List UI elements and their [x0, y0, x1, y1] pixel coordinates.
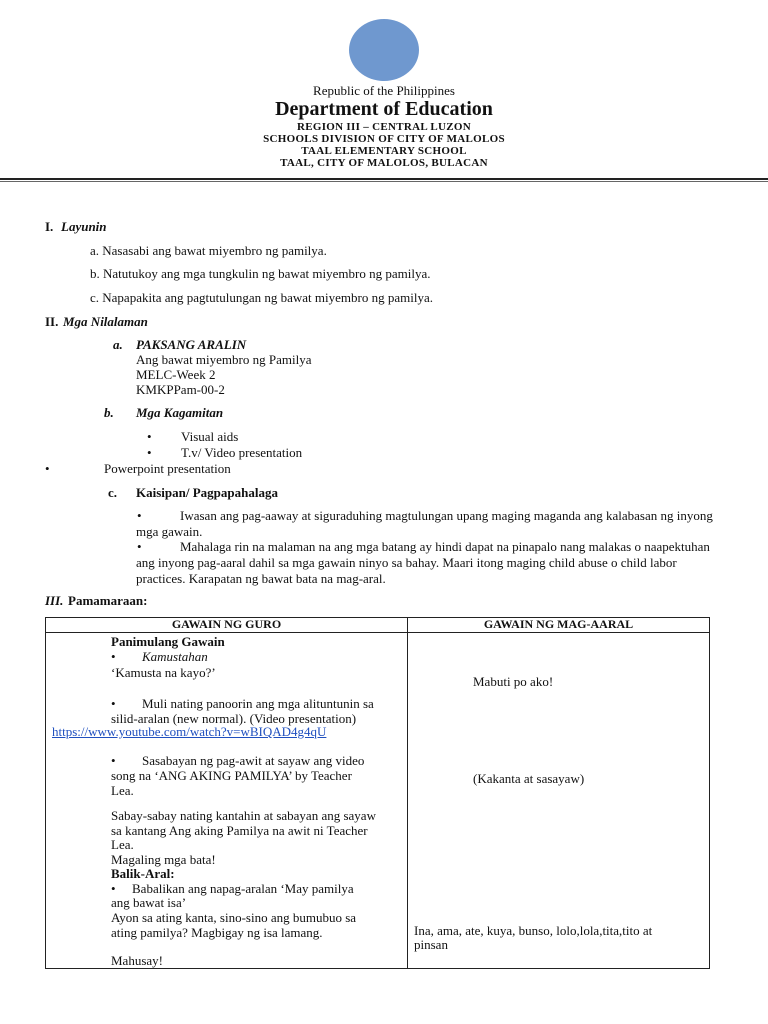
pupil-response: Mabuti po ako! — [473, 674, 554, 689]
teacher-line: ‘Kamusta na kayo?’ — [111, 665, 216, 680]
bullet-icon: • — [111, 649, 116, 664]
header-divider — [0, 178, 768, 180]
column-header-magaaral: GAWAIN NG MAG-AARAL — [408, 618, 710, 633]
section3-number: III. — [45, 593, 64, 608]
school-label: TAAL ELEMENTARY SCHOOL — [301, 145, 467, 157]
bullet-icon: • — [147, 445, 152, 460]
bullet-icon: • — [111, 753, 116, 768]
teacher-line: Ayon sa ating kanta, sino-sino ang bumubuo sa — [111, 910, 357, 925]
section1-number: I. — [45, 219, 54, 234]
teacher-line: Mahusay! — [111, 953, 163, 968]
teacher-line: song na ‘ANG AKING PAMILYA’ by Teacher — [111, 768, 352, 783]
balik-aral-heading: Balik-Aral: — [111, 866, 175, 881]
republic-label: Republic of the Philippines — [313, 83, 455, 98]
magaaral-cell — [408, 633, 710, 969]
paksa-line: Ang bawat miyembro ng Pamilya — [136, 352, 312, 367]
panimulang-gawain-heading: Panimulang Gawain — [111, 634, 225, 649]
material-item: T.v/ Video presentation — [181, 445, 303, 460]
address-label: TAAL, CITY OF MALOLOS, BULACAN — [280, 157, 488, 169]
header-divider-thin — [0, 181, 768, 182]
teacher-line: Sasabayan ng pag-awit at sayaw ang video — [142, 753, 365, 768]
material-item: Visual aids — [181, 429, 239, 444]
region-label: REGION III – CENTRAL LUZON — [296, 121, 472, 133]
section1-title: Layunin — [61, 219, 107, 234]
bullet-icon: • — [147, 429, 152, 444]
teacher-line: Sabay-sabay nating kantahin at sabayan ang sayaw — [111, 808, 376, 823]
bullet-icon: • — [111, 696, 116, 711]
teacher-line: Lea. — [111, 783, 134, 798]
teacher-line: ating pamilya? Magbigay ng isa lamang. — [111, 925, 323, 940]
guro-cell — [46, 633, 408, 969]
section2-number: II. — [45, 314, 59, 329]
bullet-icon: • — [137, 508, 142, 523]
subsection-c-label: c. — [108, 485, 118, 500]
youtube-video-link[interactable]: https://www.youtube.com/watch?v=wBIQAD4g4qU — [52, 724, 327, 739]
value-paragraph-1: Iwasan ang pag-aaway at siguraduhing magtulungan upang maging maganda ang kalabasan ng inyong mga gawain. — [136, 508, 713, 539]
code-line: KMKPPam-00-2 — [136, 382, 225, 397]
objective-a: a. Nasasabi ang bawat miyembro ng pamilya. — [90, 243, 327, 258]
pupil-response: pinsan — [414, 937, 448, 952]
teacher-line: Lea. — [111, 837, 134, 852]
bullet-icon: • — [111, 881, 116, 896]
paksang-aralin-title: PAKSANG ARALIN — [136, 337, 247, 352]
subsection-a-label: a. — [113, 337, 123, 352]
procedure-table — [45, 617, 710, 969]
subsection-b-label: b. — [104, 405, 114, 420]
pupil-response: Ina, ama, ate, kuya, bunso, lolo,lola,tita,tito at — [414, 923, 653, 938]
section3-title: Pamamaraan: — [68, 593, 148, 608]
deped-seal-icon — [349, 19, 419, 81]
bullet-icon: • — [137, 539, 142, 554]
kagamitan-title: Mga Kagamitan — [136, 405, 224, 420]
teacher-line: Magaling mga bata! — [111, 852, 216, 867]
kamustahan-label: Kamustahan — [142, 649, 208, 664]
division-label: SCHOOLS DIVISION OF CITY OF MALOLOS — [263, 133, 505, 145]
teacher-line: Muli nating panoorin ang mga alituntunin sa — [142, 696, 374, 711]
melc-line: MELC-Week 2 — [136, 367, 216, 382]
material-item: Powerpoint presentation — [104, 461, 231, 476]
objective-c: c. Napapakita ang pagtutulungan ng bawat miyembro ng pamilya. — [90, 290, 433, 305]
teacher-line: Babalikan ang napag-aralan ‘May pamilya — [132, 881, 354, 896]
department-title: Department of Education — [275, 98, 493, 120]
teacher-line: silid-aralan (new normal). (Video presentation) — [111, 711, 357, 726]
pupil-response: (Kakanta at sasayaw) — [473, 771, 585, 786]
kaisipan-title: Kaisipan/ Pagpapahalaga — [136, 485, 278, 500]
objective-b: b. Natutukoy ang mga tungkulin ng bawat miyembro ng pamilya. — [90, 266, 431, 281]
section2-title: Mga Nilalaman — [63, 314, 148, 329]
bullet-icon: • — [45, 461, 50, 476]
value-paragraph-2: Mahalaga rin na malaman na ang mga batang ay hindi dapat na pinapalo nang malakas o naapektuhan ang inyong pag-aaral dahil sa mga gawain ninyo sa bahay. Maari itong maging child abuse o child labor practices. Karapatan ng bawat bata na mag-aral. — [136, 539, 710, 586]
teacher-line: ang bawat isa’ — [111, 895, 187, 910]
column-header-guro: GAWAIN NG GURO — [46, 618, 408, 633]
teacher-line: sa kantang Ang aking Pamilya na awit ni Teacher — [111, 823, 368, 838]
